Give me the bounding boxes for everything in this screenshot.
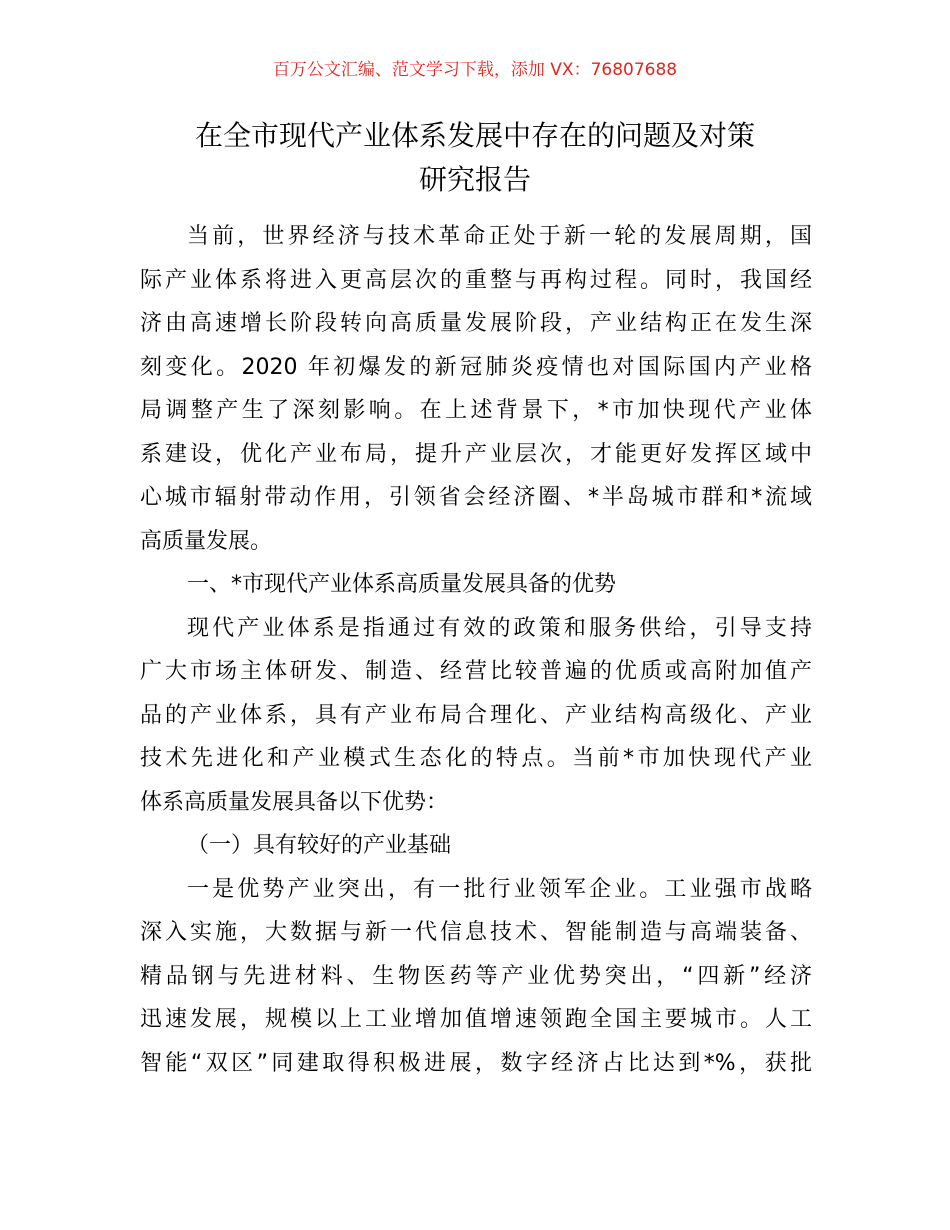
paragraph-line: 高质量发展。 (140, 528, 273, 554)
paragraph-line: 现代产业体系是指通过有效的政策和服务供给，引导支持 (187, 615, 812, 641)
paragraph-line: 系建设，优化产业布局，提升产业层次，才能更好发挥区域中 (140, 441, 812, 467)
section-heading: 一、*市现代产业体系高质量发展具备的优势 (187, 572, 617, 597)
paragraph-line: 技术先进化和产业模式生态化的特点。当前*市加快现代产业 (140, 746, 812, 771)
paragraph-line: 精品钢与先进材料、生物医药等产业优势突出，“四新”经济 (140, 963, 812, 989)
document-title-line-1: 在全市现代产业体系发展中存在的问题及对策 (194, 119, 755, 152)
paragraph-line: 济由高速增长阶段转向高质量发展阶段，产业结构正在发生深 (140, 311, 812, 336)
paragraph-line: 品的产业体系，具有产业布局合理化、产业结构高级化、产业 (140, 702, 812, 728)
paragraph-line: 际产业体系将进入更高层次的重整与再构过程。同时，我国经 (140, 267, 812, 293)
paragraph-line: 局调整产生了深刻影响。在上述背景下，*市加快现代产业体 (140, 398, 812, 423)
paragraph-line: 当前，世界经济与技术革命正处于新一轮的发展周期，国 (187, 224, 812, 249)
paragraph-line: 体系高质量发展具备以下优势： (140, 789, 449, 815)
paragraph-line: 心城市辐射带动作用，引领省会经济圈、*半岛城市群和*流域 (140, 485, 812, 510)
paragraph-line: 广大市场主体研发、制造、经营比较普遍的优质或高附加值产 (140, 659, 812, 684)
paragraph-line: 迅速发展，规模以上工业增加值增速领跑全国主要城市。人工 (140, 1007, 812, 1032)
subsection-heading: （一）具有较好的产业基础 (187, 833, 452, 858)
watermark-header: 百万公文汇编、范文学习下载，添加 VX：76807688 (272, 60, 678, 80)
document-body (140, 215, 812, 1085)
paragraph-line: 深入实施，大数据与新一代信息技术、智能制造与高端装备、 (140, 920, 812, 945)
document-title-line-2: 研究报告 (418, 163, 531, 196)
paragraph-line: 智能“双区”同建取得积极进展，数字经济占比达到*%，获批 (140, 1050, 812, 1076)
paragraph-line: 一是优势产业突出，有一批行业领军企业。工业强市战略 (187, 876, 812, 902)
paragraph-line: 刻变化。2020 年初爆发的新冠肺炎疫情也对国际国内产业格 (140, 354, 812, 380)
